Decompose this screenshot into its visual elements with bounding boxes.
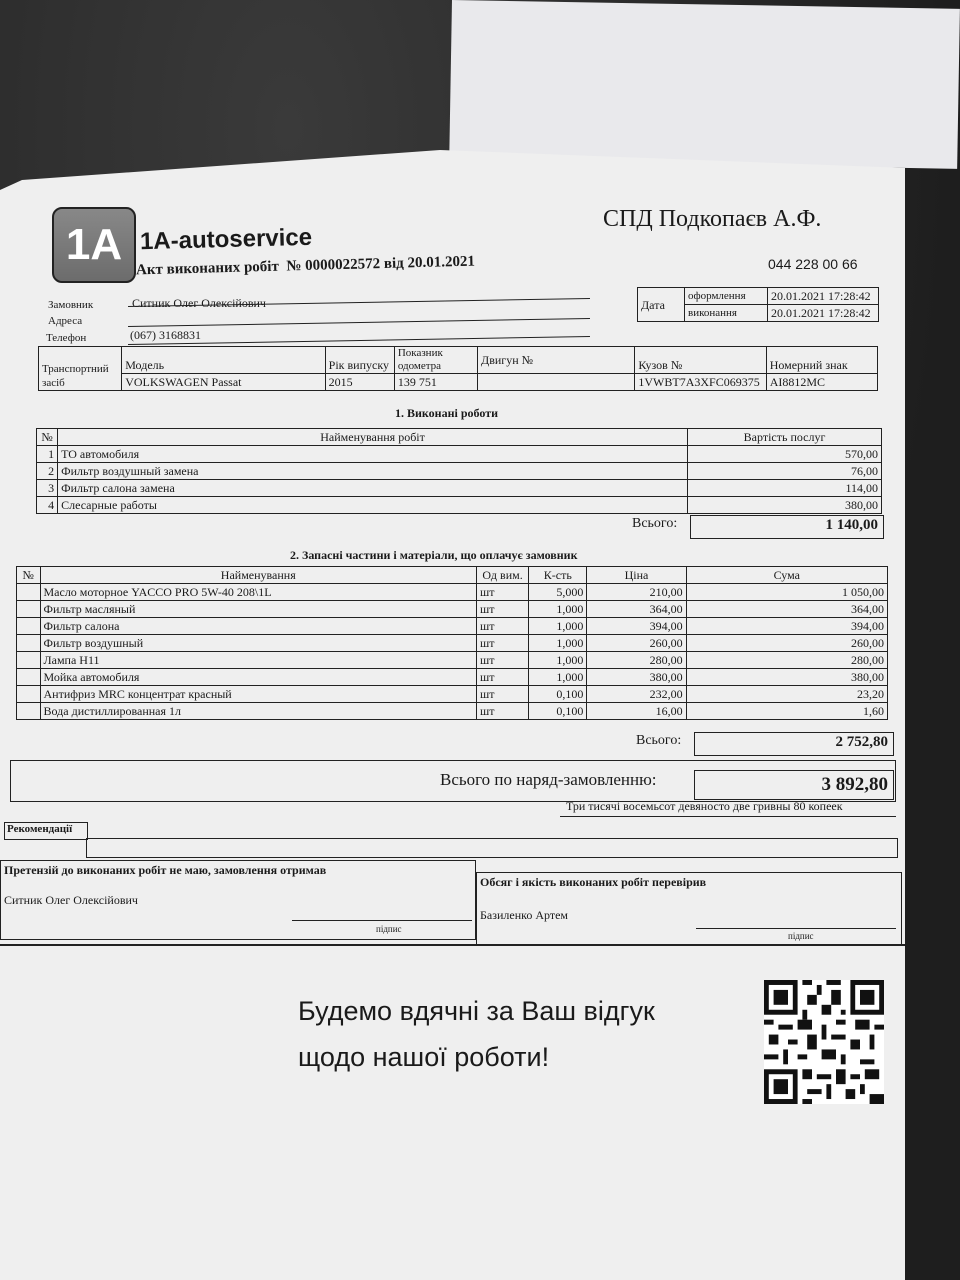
work-cost: 380,00: [688, 497, 882, 514]
part-sum: 1 050,00: [686, 584, 887, 601]
part-no: [17, 686, 41, 703]
works-section-title: 1. Виконані роботи: [395, 406, 499, 420]
table-row: [37, 480, 882, 497]
part-name: Лампа H11: [40, 652, 477, 669]
table-row: [17, 669, 888, 686]
part-unit: шт: [477, 618, 529, 635]
parts-col-qty: К-сть: [529, 567, 587, 584]
claims-text: Претензій до виконаних робіт не маю, замовлення отримав: [4, 863, 327, 877]
part-price: 394,00: [587, 618, 686, 635]
part-qty: 0,100: [529, 686, 587, 703]
table-row: [17, 635, 888, 652]
parts-total: 2 752,80: [835, 734, 888, 750]
parts-total-label: Всього:: [636, 733, 682, 748]
plate-label: Номерний знак: [766, 347, 877, 374]
footer-divider: [0, 944, 905, 946]
phone-label: Телефон: [46, 332, 87, 344]
parts-table: [16, 566, 888, 720]
company-logo: [52, 207, 136, 283]
done-date: 20.01.2021 17:28:42: [768, 305, 879, 322]
part-no: [17, 703, 41, 720]
work-no: 4: [37, 497, 58, 514]
table-row: [17, 652, 888, 669]
part-sum: 394,00: [686, 618, 887, 635]
part-price: 232,00: [587, 686, 686, 703]
master-sign-line: [696, 928, 896, 929]
part-price: 260,00: [587, 635, 686, 652]
vehicle-year: 2015: [325, 374, 394, 391]
parts-section-title: 2. Запасні частини і матеріали, що оплачує замовник: [290, 548, 578, 562]
date-label: Дата: [638, 288, 685, 322]
table-row: [17, 601, 888, 618]
company-name: СПД Подкопаєв А.Ф.: [603, 206, 822, 232]
footer-line2: щодо нашої роботи!: [298, 1042, 550, 1072]
works-col-name: Найменування робіт: [58, 429, 688, 446]
done-label: виконання: [685, 305, 768, 322]
checked-text: Обсяг і якість виконаних робіт перевірив: [480, 875, 707, 889]
year-label: Рік випуску: [325, 347, 394, 374]
vehicle-body: 1VWBT7A3XFC069375: [635, 374, 766, 391]
work-name: Слесарные работы: [58, 497, 688, 514]
part-qty: 1,000: [529, 601, 587, 618]
works-total: 1 140,00: [825, 517, 878, 533]
part-unit: шт: [477, 584, 529, 601]
body-label: Кузов №: [635, 347, 766, 374]
part-unit: шт: [477, 703, 529, 720]
part-unit: шт: [477, 652, 529, 669]
address-label: Адреса: [48, 315, 83, 327]
works-col-no: №: [37, 429, 58, 446]
recommendations-field: [86, 838, 898, 858]
parts-col-sum: Сума: [686, 567, 887, 584]
table-row: [17, 703, 888, 720]
qr-code-icon: [764, 980, 884, 1104]
table-row: [37, 463, 882, 480]
vehicle-plate: AI8812MC: [766, 374, 877, 391]
customer-name: Ситник Олег Олексійович: [132, 296, 266, 310]
part-qty: 0,100: [529, 703, 587, 720]
part-unit: шт: [477, 686, 529, 703]
part-sum: 260,00: [686, 635, 887, 652]
work-no: 1: [37, 446, 58, 463]
table-row: [17, 686, 888, 703]
part-sum: 380,00: [686, 669, 887, 686]
part-qty: 1,000: [529, 635, 587, 652]
work-cost: 76,00: [688, 463, 882, 480]
vehicle-odometer: 139 751: [394, 374, 477, 391]
works-table: [36, 428, 882, 514]
master-name: Базиленко Артем: [480, 908, 569, 922]
table-row: [37, 446, 882, 463]
vehicle-table: [38, 346, 878, 391]
part-sum: 23,20: [686, 686, 887, 703]
grand-total: 3 892,80: [821, 774, 888, 795]
master-sign-label: підпис: [788, 931, 814, 941]
part-name: Фильтр воздушный: [40, 635, 477, 652]
part-sum: 280,00: [686, 652, 887, 669]
work-name: ТО автомобиля: [58, 446, 688, 463]
customer-sign-label: підпис: [376, 924, 402, 934]
part-sum: 364,00: [686, 601, 887, 618]
part-price: 380,00: [587, 669, 686, 686]
parts-col-price: Ціна: [587, 567, 686, 584]
part-name: Антифриз MRC концентрат красный: [40, 686, 477, 703]
part-sum: 1,60: [686, 703, 887, 720]
part-name: Фильтр масляный: [40, 601, 477, 618]
act-title-text: Акт виконаних робіт: [135, 258, 280, 279]
work-name: Фильтр салона замена: [58, 480, 688, 497]
logo-text: 1A: [65, 220, 123, 269]
grand-total-label: Всього по наряд-замовленню:: [440, 770, 657, 789]
part-unit: шт: [477, 601, 529, 618]
part-no: [17, 669, 41, 686]
company-phone: 044 228 00 66: [768, 256, 858, 272]
part-price: 210,00: [587, 584, 686, 601]
grand-total-words: Три тисячі восемьсот девяносто две гривны 80 копеек: [566, 799, 843, 813]
part-qty: 1,000: [529, 618, 587, 635]
part-qty: 5,000: [529, 584, 587, 601]
table-row: [37, 497, 882, 514]
customer-sign-line: [292, 920, 472, 921]
works-col-cost: Вартість послуг: [688, 429, 882, 446]
customer-label: Замовник: [48, 299, 94, 311]
customer-phone: (067) 3168831: [130, 328, 201, 342]
part-no: [17, 652, 41, 669]
brand-name: 1A-autoservice: [139, 223, 313, 256]
act-title: [136, 254, 475, 280]
work-cost: 114,00: [688, 480, 882, 497]
part-unit: шт: [477, 669, 529, 686]
works-total-label: Всього:: [632, 516, 678, 531]
table-row: [17, 618, 888, 635]
model-label: Модель: [122, 347, 325, 374]
part-name: Мойка автомобиля: [40, 669, 477, 686]
words-line: [560, 816, 896, 817]
footer-line1: Будемо вдячні за Ваш відгук: [298, 996, 655, 1026]
part-no: [17, 584, 41, 601]
work-no: 3: [37, 480, 58, 497]
part-no: [17, 635, 41, 652]
part-price: 280,00: [587, 652, 686, 669]
table-row: [17, 584, 888, 601]
part-qty: 1,000: [529, 652, 587, 669]
work-no: 2: [37, 463, 58, 480]
part-qty: 1,000: [529, 669, 587, 686]
part-price: 364,00: [587, 601, 686, 618]
vehicle-model: VOLKSWAGEN Passat: [122, 374, 325, 391]
part-no: [17, 618, 41, 635]
part-name: Вода дистиллированная 1л: [40, 703, 477, 720]
part-name: Масло моторное YACCO PRO 5W-40 208\1L: [40, 584, 477, 601]
parts-col-unit: Од вим.: [477, 567, 529, 584]
part-unit: шт: [477, 635, 529, 652]
odometer-label: Показник одометра: [394, 347, 477, 374]
work-name: Фильтр воздушный замена: [58, 463, 688, 480]
part-price: 16,00: [587, 703, 686, 720]
part-name: Фильтр салона: [40, 618, 477, 635]
vehicle-label: Транспортний засіб: [39, 347, 122, 391]
dates-table: [637, 287, 879, 322]
act-number: № 0000022572 від 20.01.2021: [286, 253, 476, 275]
vehicle-engine: [478, 374, 635, 391]
signature-customer-name: Ситник Олег Олексійович: [4, 893, 138, 907]
issued-label: оформлення: [685, 288, 768, 305]
issued-date: 20.01.2021 17:28:42: [768, 288, 879, 305]
part-no: [17, 601, 41, 618]
engine-label: Двигун №: [478, 347, 635, 374]
parts-col-name: Найменування: [40, 567, 477, 584]
parts-col-no: №: [17, 567, 41, 584]
address-line: [128, 318, 590, 327]
recommendations-label: Рекомендації: [7, 823, 73, 835]
work-cost: 570,00: [688, 446, 882, 463]
